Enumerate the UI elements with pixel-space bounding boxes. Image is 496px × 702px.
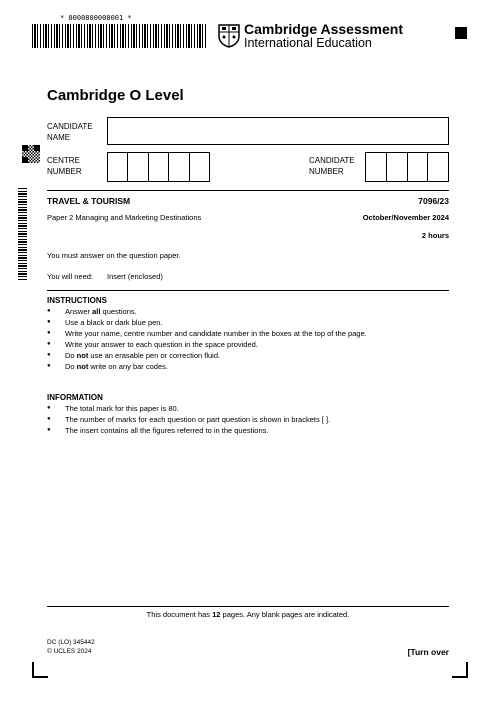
crest-icon: [218, 24, 240, 48]
page-count-note: This document has 12 pages. Any blank pages are indicated.: [146, 610, 350, 619]
candidate-name-label-line2: NAME: [47, 133, 71, 142]
candidate-name-label-line1: CANDIDATE: [47, 122, 93, 131]
logo-title: Cambridge Assessment: [244, 21, 403, 37]
candidate-number-cell[interactable]: [366, 153, 387, 181]
centre-number-label: [47, 155, 82, 177]
candidate-name-field[interactable]: [107, 117, 449, 145]
instruction-item: ● Do not use an erasable pen or correction fluid.: [47, 350, 447, 361]
candidate-number-label: [309, 155, 355, 177]
exam-session: October/November 2024: [362, 213, 449, 222]
footer-divider: [47, 606, 449, 607]
barcode-number: * 0000800000001 *: [60, 14, 132, 22]
centre-number-cell[interactable]: [190, 153, 209, 181]
information-item: ● The number of marks for each question or part question is shown in brackets [ ].: [47, 414, 447, 425]
page-title: Cambridge O Level: [47, 87, 184, 104]
centre-number-field[interactable]: [107, 152, 210, 182]
candidate-number-label-line2: NUMBER: [309, 167, 344, 176]
candidate-number-cell[interactable]: [408, 153, 429, 181]
instructions-list: [47, 306, 447, 372]
duration: 2 hours: [421, 231, 449, 240]
candidate-number-cell[interactable]: [428, 153, 448, 181]
centre-number-cell[interactable]: [169, 153, 189, 181]
crop-mark-bottom-right: [452, 662, 468, 678]
divider: [47, 290, 449, 291]
centre-number-label-line1: CENTRE: [47, 156, 80, 165]
you-will-need-label: You will need:: [47, 272, 94, 281]
instructions-heading: INSTRUCTIONS: [47, 296, 107, 305]
centre-number-cell[interactable]: [149, 153, 169, 181]
divider: [47, 190, 449, 191]
instruction-item: ● Use a black or dark blue pen.: [47, 317, 447, 328]
paper-code: 7096/23: [418, 196, 449, 206]
candidate-number-field[interactable]: [365, 152, 449, 182]
subject-name: TRAVEL & TOURISM: [47, 196, 131, 206]
centre-number-cell[interactable]: [108, 153, 128, 181]
copyright: © UCLES 2024: [47, 648, 92, 655]
instruction-item: ● Write your name, centre number and candidate number in the boxes at the top of the page.: [47, 328, 447, 339]
information-item: ● The total mark for this paper is 80.: [47, 403, 447, 414]
instruction-item: ● Answer all questions.: [47, 306, 447, 317]
candidate-number-label-line1: CANDIDATE: [309, 156, 355, 165]
candidate-name-label: [47, 121, 93, 143]
instruction-item: ● Write your answer to each question in the space provided.: [47, 339, 447, 350]
information-heading: INFORMATION: [47, 393, 103, 402]
registration-mark: [455, 27, 467, 39]
centre-number-cell[interactable]: [128, 153, 148, 181]
information-item: ● The insert contains all the figures referred to in the questions.: [47, 425, 447, 436]
paper-title: Paper 2 Managing and Marketing Destinations: [47, 213, 202, 222]
you-will-need-value: Insert (enclosed): [107, 272, 163, 281]
top-barcode: [32, 24, 206, 48]
crop-mark-bottom-left: [32, 662, 48, 678]
turn-over: [Turn over: [407, 647, 449, 657]
qr-code: [22, 145, 40, 163]
side-barcode: [18, 188, 27, 280]
instruction-item: ● Do not write on any bar codes.: [47, 361, 447, 372]
dc-code: DC (LO) 345442: [47, 639, 95, 646]
candidate-number-cell[interactable]: [387, 153, 408, 181]
answer-instruction: You must answer on the question paper.: [47, 251, 181, 260]
logo-subtitle: International Education: [244, 36, 372, 50]
information-list: [47, 403, 447, 436]
centre-number-label-line2: NUMBER: [47, 167, 82, 176]
